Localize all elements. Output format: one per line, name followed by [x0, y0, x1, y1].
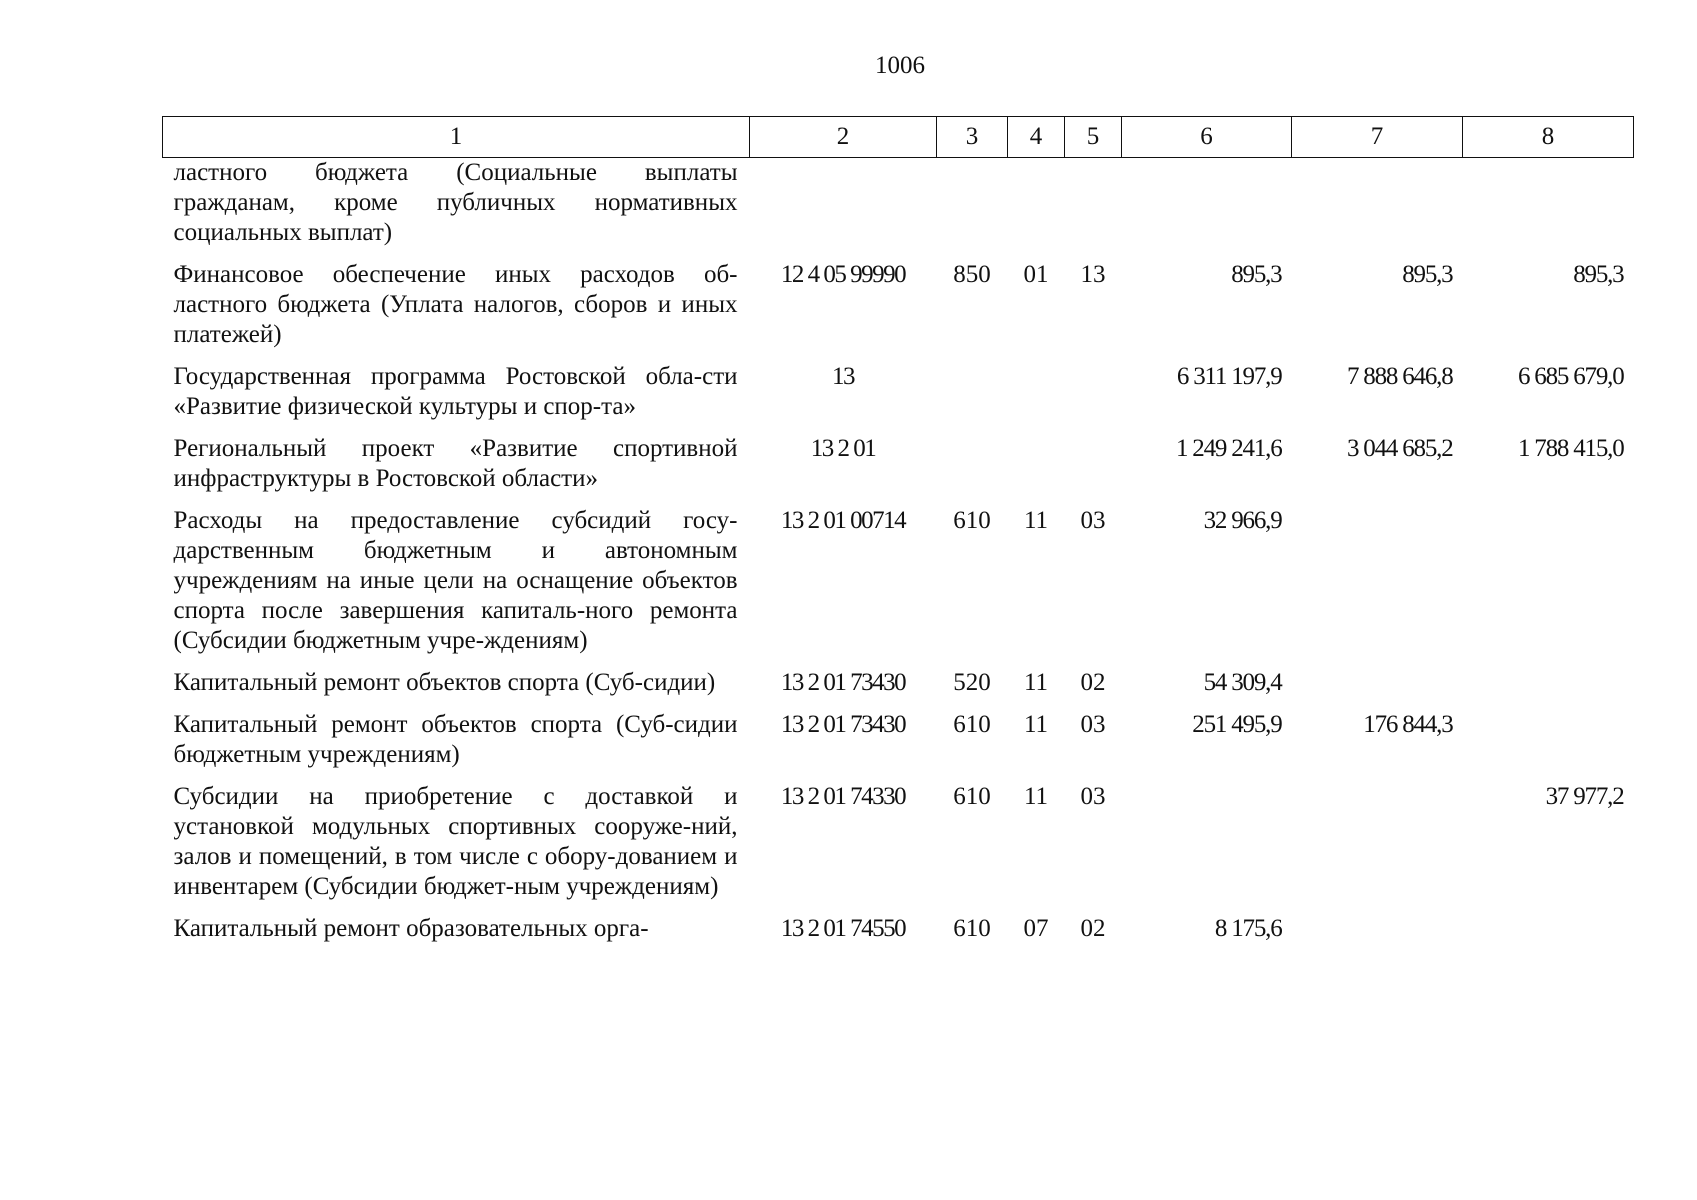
row-expense-type: 850 [953, 261, 991, 288]
row-subsection [1065, 362, 1122, 434]
row-value-7 [1292, 914, 1463, 956]
row-subsection: 13 [1080, 261, 1106, 288]
row-value-7: 895,3 [1402, 261, 1453, 288]
table-row [163, 158, 1634, 261]
row-value-6 [1122, 158, 1292, 261]
budget-table [162, 116, 1634, 956]
row-subsection: 02 [1080, 669, 1106, 696]
table-row [163, 434, 1634, 506]
row-description: Субсидии на приобретение с доставкой и установкой модульных спортивных сооруже-ний, залов и помещений, в том числе с обору-дованием и инвентарем (Субсидии бюджет-ным учреждениям) [173, 783, 738, 900]
column-header: 8 [1463, 117, 1634, 158]
table-row [163, 782, 1634, 914]
row-value-6: 1 249 241,6 [1175, 435, 1282, 462]
row-code: 13 2 01 [810, 435, 876, 462]
row-code: 13 2 01 73430 [780, 669, 906, 696]
row-value-6: 54 309,4 [1203, 669, 1282, 696]
row-description: Государственная программа Ростовской обла-сти «Развитие физической культуры и спор-та» [173, 363, 738, 420]
row-value-7 [1292, 506, 1463, 668]
row-value-6: 895,3 [1231, 261, 1282, 288]
row-expense-type [937, 158, 1008, 261]
column-header: 2 [750, 117, 937, 158]
row-code: 12 4 05 99990 [780, 261, 906, 288]
row-description: Региональный проект «Развитие спортивной инфраструктуры в Ростовской области» [173, 435, 738, 492]
row-expense-type: 610 [953, 711, 991, 738]
column-header: 3 [937, 117, 1008, 158]
column-header: 7 [1292, 117, 1463, 158]
row-value-8 [1463, 710, 1634, 782]
row-value-7 [1292, 668, 1463, 710]
row-value-7: 176 844,3 [1363, 711, 1453, 738]
row-description: ластного бюджета (Социальные выплаты гражданам, кроме публичных нормативных социальных выплат) [173, 159, 738, 246]
row-section: 11 [1023, 669, 1049, 696]
row-value-7 [1292, 158, 1463, 261]
row-code [750, 158, 937, 261]
row-code: 13 2 01 74550 [780, 915, 906, 942]
row-value-8 [1463, 158, 1634, 261]
row-value-8: 37 977,2 [1545, 783, 1624, 810]
table-row [163, 260, 1634, 362]
row-expense-type: 610 [953, 507, 991, 534]
row-value-8: 1 788 415,0 [1517, 435, 1624, 462]
row-value-8 [1463, 668, 1634, 710]
row-section: 11 [1023, 507, 1049, 534]
row-section: 11 [1023, 783, 1049, 810]
row-section [1008, 158, 1065, 261]
table-row [163, 914, 1634, 956]
page-number: 1006 [875, 52, 925, 79]
row-value-6: 6 311 197,9 [1176, 363, 1282, 390]
row-subsection [1065, 158, 1122, 261]
row-value-8 [1463, 506, 1634, 668]
row-value-6 [1122, 782, 1292, 914]
row-expense-type: 520 [953, 669, 991, 696]
row-expense-type [937, 362, 1008, 434]
row-subsection: 03 [1080, 711, 1106, 738]
row-value-6: 32 966,9 [1203, 507, 1282, 534]
row-subsection: 03 [1080, 507, 1106, 534]
row-value-6: 251 495,9 [1192, 711, 1282, 738]
row-expense-type [937, 434, 1008, 506]
row-section [1008, 362, 1065, 434]
table-header-row [163, 117, 1634, 158]
row-value-8: 6 685 679,0 [1517, 363, 1624, 390]
row-expense-type: 610 [953, 915, 991, 942]
row-description: Капитальный ремонт объектов спорта (Суб-сидии) [173, 669, 716, 696]
row-value-7: 7 888 646,8 [1346, 363, 1453, 390]
row-value-8 [1463, 914, 1634, 956]
row-code: 13 2 01 73430 [780, 711, 906, 738]
row-value-8: 895,3 [1573, 261, 1624, 288]
row-section [1008, 434, 1065, 506]
row-description: Капитальный ремонт образовательных орга- [173, 915, 649, 942]
column-header: 1 [163, 117, 750, 158]
row-description: Финансовое обеспечение иных расходов об-ластного бюджета (Уплата налогов, сборов и иных платежей) [173, 261, 738, 348]
row-subsection [1065, 434, 1122, 506]
row-code: 13 2 01 74330 [780, 783, 906, 810]
row-description: Расходы на предоставление субсидий госу-дарственным бюджетным и автономным учреждениям на иные цели на оснащение объектов спорта после завершения капиталь-ного ремонта (Субсидии бюджетным учре-ждениям) [173, 507, 738, 654]
row-description: Капитальный ремонт объектов спорта (Суб-сидии бюджетным учреждениям) [173, 711, 738, 768]
row-value-7 [1292, 782, 1463, 914]
row-section: 11 [1023, 711, 1049, 738]
row-subsection: 02 [1080, 915, 1106, 942]
column-header: 4 [1008, 117, 1065, 158]
row-value-6: 8 175,6 [1214, 915, 1282, 942]
row-code: 13 2 01 00714 [780, 507, 906, 534]
table-row [163, 710, 1634, 782]
row-subsection: 03 [1080, 783, 1106, 810]
table-row [163, 506, 1634, 668]
column-header: 5 [1065, 117, 1122, 158]
row-expense-type: 610 [953, 783, 991, 810]
table-row [163, 362, 1634, 434]
table-row [163, 668, 1634, 710]
row-code: 13 [832, 363, 854, 390]
column-header: 6 [1122, 117, 1292, 158]
row-section: 07 [1023, 915, 1049, 942]
row-section: 01 [1023, 261, 1049, 288]
row-value-7: 3 044 685,2 [1346, 435, 1453, 462]
